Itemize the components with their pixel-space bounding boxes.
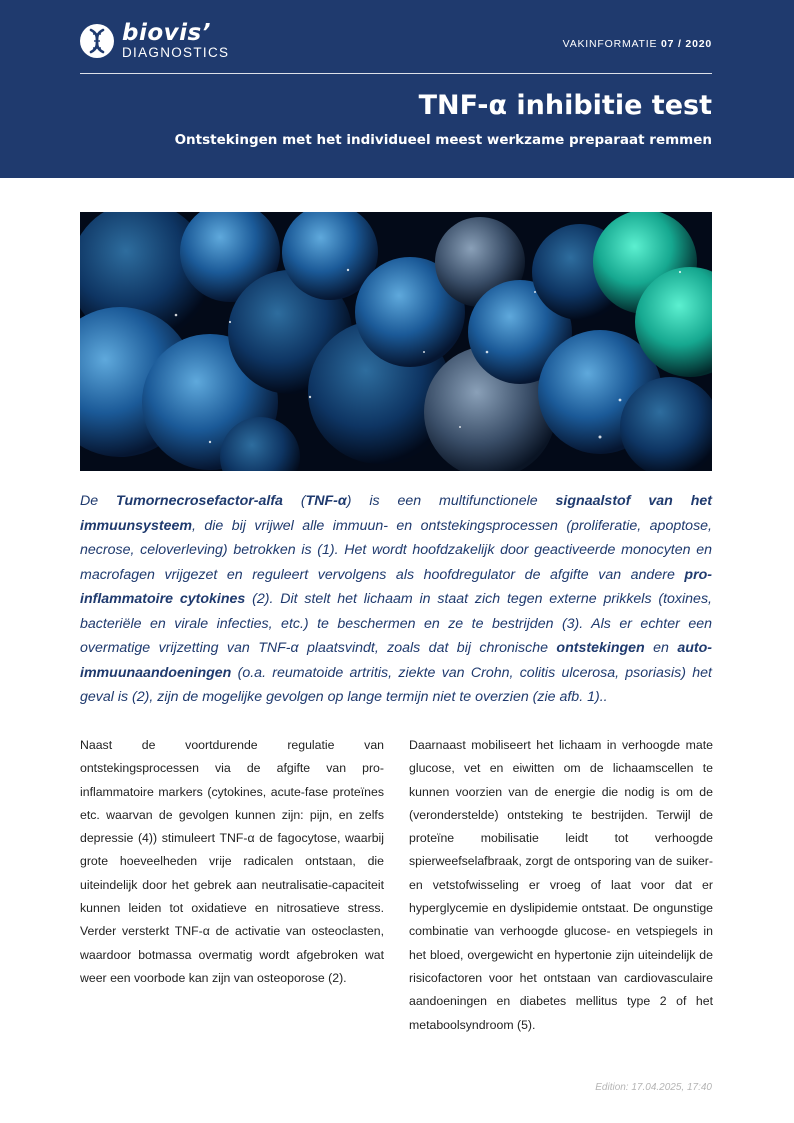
- intro-text-5: (2). Dit stelt het lichaam in staat zich tegen externe prikkels (toxines, bacteriële en virale infecties, etc.) te beschermen en ze te bestrijden (3). Als er echter een overmatige vrijzetting van TNF-α plaatsvindt, zoals dat bij chronische: [80, 591, 712, 656]
- body-column-left: Naast de voortdurende regulatie van ontstekingsprocessen via de afgifte van pro-inflammatoire markers (cytokines, acute-fase proteïnes etc. waarvan de gevolgen kunnen zijn: pijn, en zelfs depressie (4)) stimuleert TNF-α de fagocytose, waarbij grote hoeveelheden vrije radicalen ontstaan, die uiteindelijk door het gebrek aan neutralisatie-capaciteit kunnen leiden tot oxidatieve en nitrosatieve stress. Verder versterkt TNF-α de activatie van osteoclasten, waardoor botmassa overmatig wordt afgebroken wat weer een voorbode kan zijn van osteoporose (2).: [80, 738, 384, 985]
- intro-paragraph: [80, 489, 712, 710]
- intro-bold-5: ontstekingen: [556, 640, 645, 656]
- intro-text-3: ) is een multifunctionele: [346, 493, 556, 509]
- intro-text-4: , die bij vrijwel alle immuun- en ontstekingsprocessen (proliferatie, apoptose, necrose, celoverleving) betrokken is (1). Het wordt hoofdzakelijk door geactiveerde monocyten en macrofagen vrijgezet en reguleert vervolgens als hoofdregulator de afgifte van andere: [80, 517, 712, 583]
- dna-helix-icon: [80, 24, 114, 58]
- body-column-right: Daarnaast mobiliseert het lichaam in verhoogde mate glucose, vet en eiwitten om de lichaamscellen te kunnen voorzien van de energie die nodig is om de (veronderstelde) ontsteking te bestrijden. Terwijl de proteïne mobilisatie leidt tot verhoogde spierweefselafbraak, zorgt de ontsporing van de suiker- en vetstofwisseling er vroeg of laat voor dat er hyperglycemie en dyslipidemie ontstaat. De ongunstige combinatie van verhoogde glucose- en vetspiegels in het bloed, overgewicht en hypertonie zijn uiteindelijk de risicofactoren voor het ontstaan van cardiovasculaire aandoeningen en diabetes mellitus type 2 of het metaboolsyndroom (5).: [409, 738, 713, 1032]
- intro-text-6: en: [644, 640, 678, 656]
- logo-brand: biovis’: [122, 20, 211, 46]
- header-divider: [80, 73, 712, 74]
- issue-label: [563, 38, 712, 50]
- issue-number: 07 / 2020: [661, 38, 712, 50]
- logo-wordmark: [122, 22, 229, 60]
- issue-prefix: VAKINFORMATIE: [562, 38, 658, 50]
- edition-footer: Edition: 17.04.2025, 17:40: [595, 1082, 712, 1093]
- logo-subtitle: DIAGNOSTICS: [122, 45, 230, 60]
- intro-text-1: De: [80, 493, 117, 509]
- intro-bold-2: TNF-α: [305, 493, 347, 509]
- molecule-hero-image: [80, 212, 712, 471]
- intro-text-7: (o.a. reumatoide artritis, ziekte van Crohn, colitis ulcerosa, psoriasis) het geval is (2), zijn de mogelijke gevolgen op lange termijn niet te overzien (zie afb. 1)..: [80, 664, 712, 705]
- intro-bold-3: signaalstof van het immuunsysteem: [80, 493, 712, 534]
- intro-text-2: (: [282, 493, 306, 509]
- intro-bold-1: Tumornecrosefactor-alfa: [116, 493, 283, 509]
- intro-bold-4: pro-inflammatoire cytokines: [80, 566, 712, 607]
- header-banner: [0, 0, 794, 178]
- page-title: TNF-α inhibitie test: [418, 90, 712, 121]
- page-subtitle: Ontstekingen met het individueel meest werkzame preparaat remmen: [174, 132, 712, 148]
- logo: [80, 22, 229, 60]
- intro-bold-6: auto-immuunaandoeningen: [80, 640, 712, 681]
